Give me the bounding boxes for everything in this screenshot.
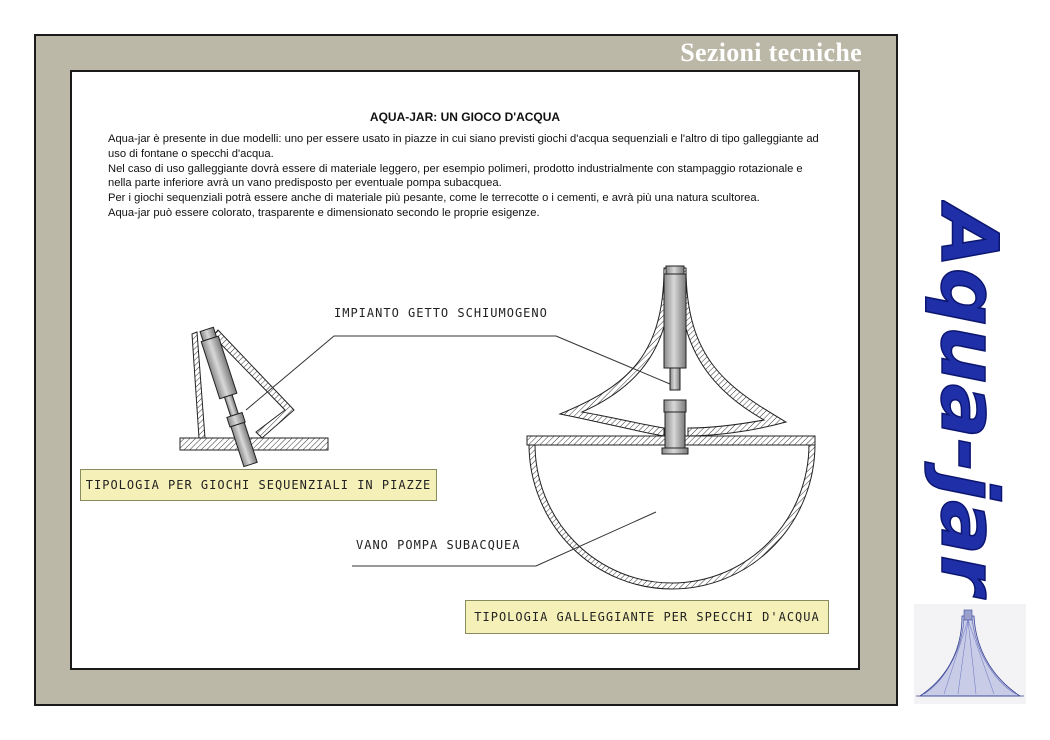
floating-type-label: TIPOLOGIA GALLEGGIANTE PER SPECCHI D'ACQUA (465, 600, 829, 634)
jar-sketch-thumbnail (914, 604, 1026, 704)
sequential-type-label: TIPOLOGIA PER GIOCHI SEQUENZIALI IN PIAZZE (80, 469, 437, 501)
paragraph: Per i giochi sequenziali potrà essere anche di materiale più pesante, come le terrecotte o i cementi, e avrà più una natura scultorea. (108, 192, 760, 205)
document-title: AQUA-JAR: UN GIOCO D'ACQUA (369, 110, 561, 124)
section-title: Sezioni tecniche (680, 38, 862, 67)
aqua-jar-logo (912, 200, 1030, 600)
jet-nozzle-right (662, 266, 688, 454)
paragraph: Aqua-jar può essere colorato, trasparente e dimensionato secondo le proprie esigenze. (108, 206, 540, 219)
paragraph: Nel caso di uso galleggiante dovrà essere di materiale leggero, per esempio polimeri, prodotto industrialmente con stampaggio rotazionale e nella parte inferiore avrà un vano predisposto per eventuale pompa subacquea. (108, 162, 803, 190)
paragraph: Aqua-jar è presente in due modelli: uno per essere usato in piazze in cui siano previsti giochi d'acqua sequenziali e l'altro di tipo galleggiante ad uso di fontane o specchi d'acqua. (108, 133, 819, 160)
pump-compartment-label: VANO POMPA SUBACQUEA (356, 538, 521, 552)
logo-wordmark: Aqua-jar (923, 205, 1013, 580)
floating-model-drawing (527, 266, 815, 589)
jet-system-label: IMPIANTO GETTO SCHIUMOGENO (334, 306, 548, 320)
sequential-model-drawing (180, 327, 328, 468)
